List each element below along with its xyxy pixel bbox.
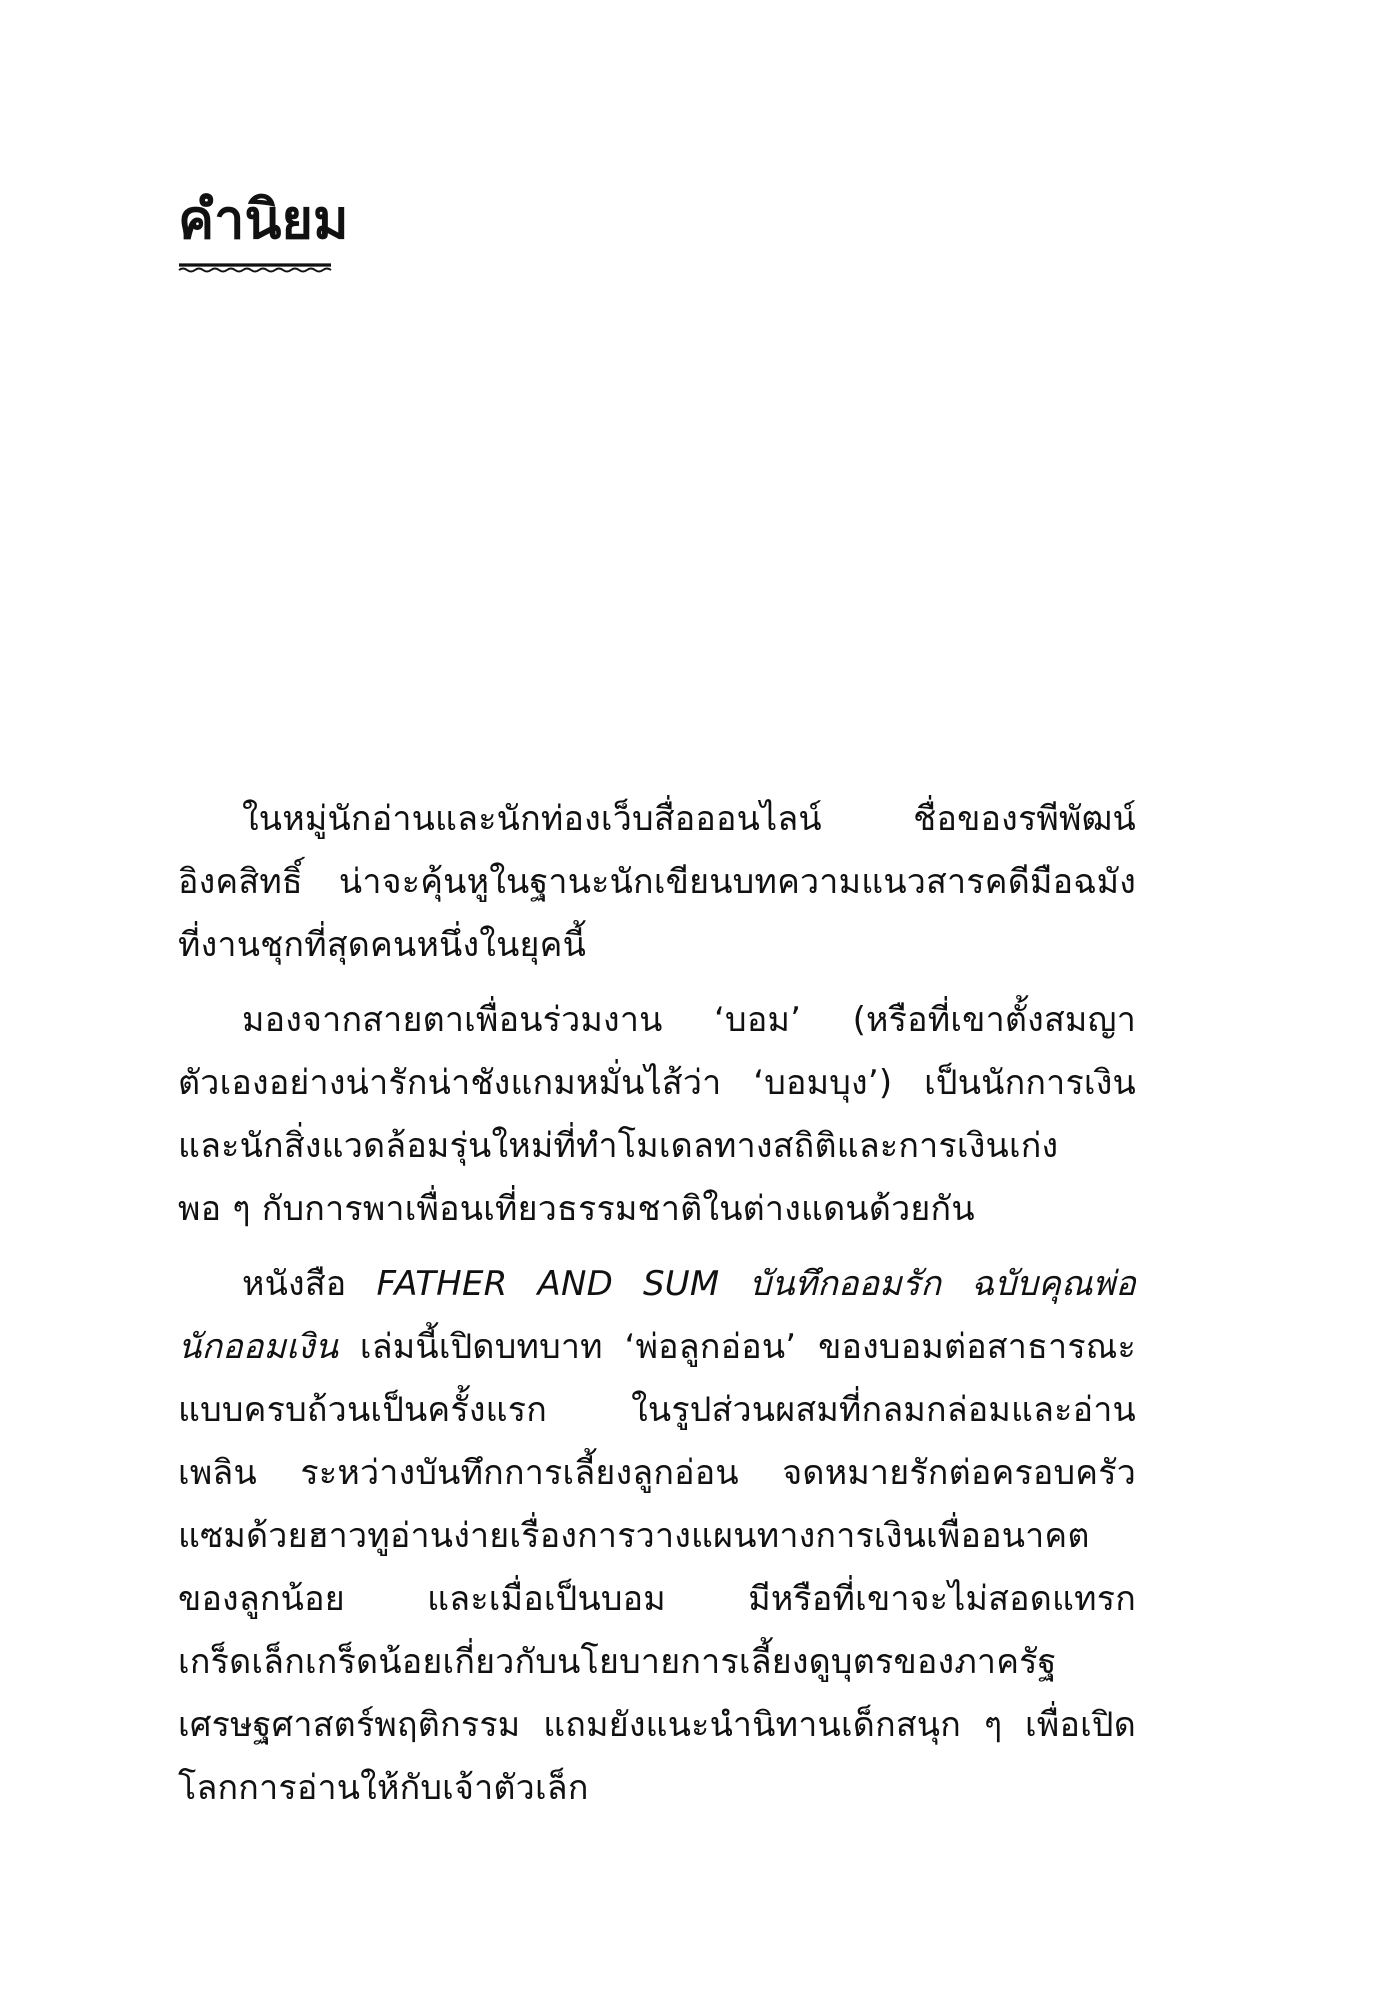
- paragraph-line: [178, 1253, 1136, 1316]
- text-run: เศรษฐศาสตร์พฤติกรรม แถมยังแนะนำนิทานเด็กสนุก ๆ เพื่อเปิด: [178, 1705, 1136, 1745]
- paragraph-line: [178, 1568, 1136, 1631]
- paragraph-line: [178, 914, 1136, 977]
- text-run: อิงคสิทธิ์ น่าจะคุ้นหูในฐานะนักเขียนบทความแนวสารคดีมือฉมัง: [178, 862, 1136, 902]
- paragraph-line: [178, 989, 1136, 1052]
- text-run: พอ ๆ กับการพาเพื่อนเที่ยวธรรมชาติในต่างแดนด้วยกัน: [178, 1189, 975, 1229]
- text-run: หนังสือ: [242, 1264, 377, 1304]
- text-run: เกร็ดเล็กเกร็ดน้อยเกี่ยวกับนโยบายการเลี้ยงดูบุตรของภาครัฐ: [178, 1642, 1057, 1682]
- text-run: ในหมู่นักอ่านและนักท่องเว็บสื่อออนไลน์ ชื่อของรพีพัฒน์: [242, 799, 1136, 839]
- text-run: ของลูกน้อย และเมื่อเป็นบอม มีหรือที่เขาจะไม่สอดแทรก: [178, 1579, 1136, 1619]
- page-heading: คำนิยม: [178, 188, 349, 251]
- paragraph-line: [178, 851, 1136, 914]
- paragraph-line: [178, 1505, 1136, 1568]
- paragraph-line: [178, 1379, 1136, 1442]
- paragraph-3: [178, 1253, 1136, 1820]
- foreword-body: [178, 788, 1136, 1820]
- paragraph-line: [178, 1115, 1136, 1178]
- book-title-italic: นักออมเงิน: [178, 1327, 339, 1367]
- paragraph-1: [178, 788, 1136, 977]
- paragraph-line: [178, 1442, 1136, 1505]
- paragraph-line: [178, 1631, 1136, 1694]
- paragraph-line: [178, 1694, 1136, 1757]
- paragraph-2: [178, 989, 1136, 1241]
- text-run: ที่งานชุกที่สุดคนหนึ่งในยุคนี้: [178, 925, 587, 965]
- text-run: เพลิน ระหว่างบันทึกการเลี้ยงลูกอ่อน จดหมายรักต่อครอบครัว: [178, 1453, 1136, 1493]
- text-run: เล่มนี้เปิดบทบาท ‘พ่อลูกอ่อน’ ของบอมต่อสาธารณะ: [338, 1327, 1136, 1367]
- heading-block: [178, 180, 778, 274]
- paragraph-line: [178, 788, 1136, 851]
- text-run: ตัวเองอย่างน่ารักน่าชังแกมหมั่นไส้ว่า ‘บอมบุง’) เป็นนักการเงิน: [178, 1063, 1136, 1103]
- paragraph-line: [178, 1178, 1136, 1241]
- heading-underline-decoration: [178, 262, 332, 274]
- text-run: มองจากสายตาเพื่อนร่วมงาน ‘บอม’ (หรือที่เขาตั้งสมญา: [242, 1000, 1136, 1040]
- text-run: แซมด้วยฮาวทูอ่านง่ายเรื่องการวางแผนทางการเงินเพื่ออนาคต: [178, 1516, 1090, 1556]
- paragraph-line: [178, 1757, 1136, 1820]
- paragraph-line: [178, 1316, 1136, 1379]
- book-title-italic: FATHER AND SUM บันทึกออมรัก ฉบับคุณพ่อ: [376, 1264, 1136, 1304]
- text-run: โลกการอ่านให้กับเจ้าตัวเล็ก: [178, 1768, 589, 1808]
- text-run: และนักสิ่งแวดล้อมรุ่นใหม่ที่ทำโมเดลทางสถิติและการเงินเก่ง: [178, 1126, 1059, 1166]
- text-run: แบบครบถ้วนเป็นครั้งแรก ในรูปส่วนผสมที่กลมกล่อมและอ่าน: [178, 1390, 1136, 1430]
- paragraph-line: [178, 1052, 1136, 1115]
